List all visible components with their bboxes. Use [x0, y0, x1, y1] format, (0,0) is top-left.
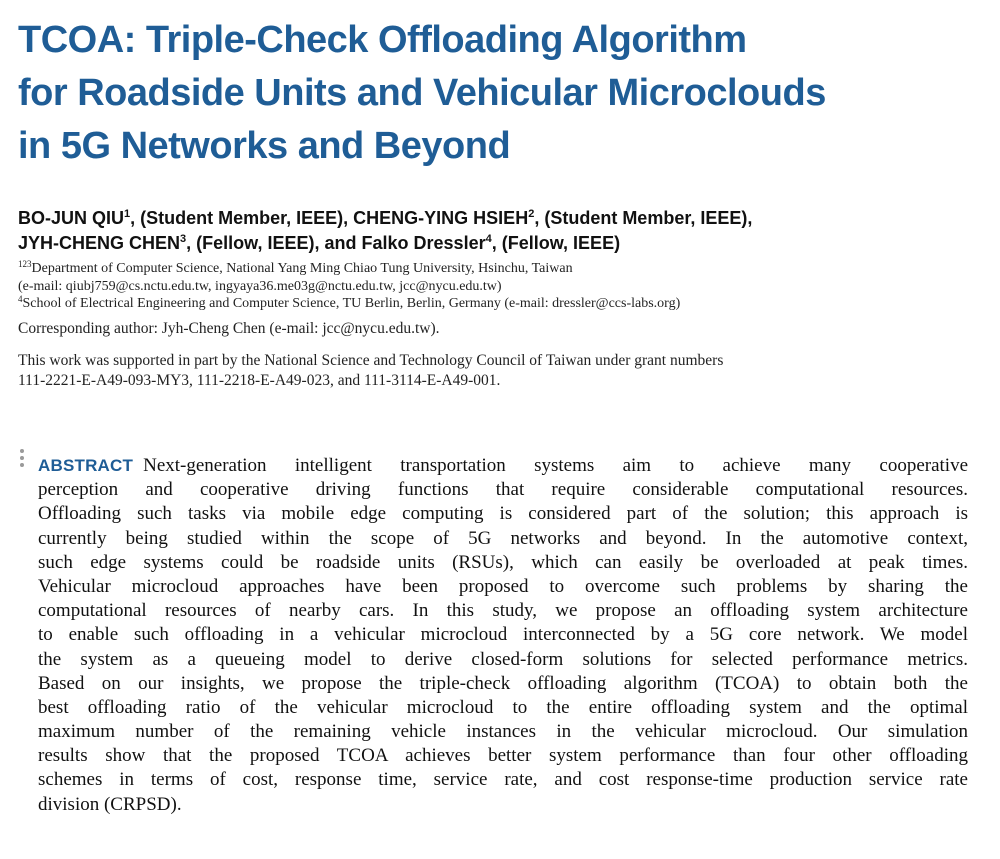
author-affil-sup: 4 [485, 233, 492, 245]
abstract-line: to enable such offloading in a vehicular microcloud interconnected by a 5G core network. We model [38, 624, 968, 646]
abstract-line: currently being studied within the scope of 5G networks and beyond. In the automotive context, [38, 527, 968, 549]
author-role: , (Fellow, IEEE), and [186, 233, 362, 253]
funding-line-1: This work was supported in part by the National Science and Technology Council of Taiwan under grant numbers [18, 352, 724, 369]
affiliation-text: Department of Computer Science, National Yang Ming Chiao Tung University, Hsinchu, Taiwan [31, 261, 573, 276]
corresponding-author: Corresponding author: Jyh-Cheng Chen (e-mail: jcc@nycu.edu.tw). [18, 320, 440, 337]
abstract-line: such edge systems could be roadside units (RSUs), which can easily be overloaded at peak times. [38, 551, 968, 573]
affiliation-1 [18, 261, 573, 277]
abstract-line: computational resources of nearby cars. In this study, we propose an offloading system architecture [38, 600, 968, 622]
author-name: CHENG-YING HSIEH [353, 208, 529, 228]
affiliation-sup: 123 [18, 259, 32, 269]
abstract-line: maximum number of the remaining vehicle instances in the vehicular microcloud. Our simulation [38, 721, 968, 743]
author-affil-sup: 2 [528, 208, 535, 220]
abstract-line: Based on our insights, we propose the triple-check offloading algorithm (TCOA) to obtain both the [38, 672, 968, 694]
abstract-line: Offloading such tasks via mobile edge computing is considered part of the solution; this approach is [38, 503, 968, 525]
author-role: , (Fellow, IEEE) [491, 233, 621, 253]
affiliation-text: School of Electrical Engineering and Computer Science, TU Berlin, Berlin, Germany (e-mail: dressler@ccs-labs.org) [22, 296, 681, 311]
title-line-2: for Roadside Units and Vehicular Microclouds [18, 72, 826, 114]
author-role: , (Student Member, IEEE), [130, 208, 354, 228]
author-name: BO-JUN QIU [18, 208, 125, 228]
author-list [18, 206, 988, 256]
abstract-line: best offloading ratio of the vehicular microcloud to the entire offloading system and the optimal [38, 696, 968, 718]
title-line-1: TCOA: Triple-Check Offloading Algorithm [18, 19, 747, 61]
vertical-ellipsis-icon[interactable] [19, 449, 25, 471]
author-role: , (Student Member, IEEE), [534, 208, 753, 228]
author-line-2 [18, 231, 988, 256]
abstract-line: results show that the proposed TCOA achieves better system performance than four other offloading [38, 745, 968, 767]
author-name: Falko Dressler [361, 233, 486, 253]
author-affil-sup: 1 [124, 208, 131, 220]
author-name: JYH-CHENG CHEN [18, 233, 181, 253]
author-affil-sup: 3 [180, 233, 187, 245]
funding-line-2: 111-2221-E-A49-093-MY3, 111-2218-E-A49-023, and 111-3114-E-A49-001. [18, 372, 501, 389]
paper-title [18, 14, 978, 173]
title-line-3: in 5G Networks and Beyond [18, 125, 511, 167]
abstract-line: Vehicular microcloud approaches have been proposed to overcome such problems by sharing the [38, 575, 968, 597]
abstract-line: the system as a queueing model to derive closed-form solutions for selected performance metrics. [38, 648, 968, 670]
abstract-line: ABSTRACT Next-generation intelligent transportation systems aim to achieve many cooperative [38, 455, 968, 476]
affiliation-sup: 4 [18, 294, 23, 304]
abstract-label: ABSTRACT [38, 456, 134, 475]
abstract-line: schemes in terms of cost, response time, service rate, and cost response-time production service rate [38, 769, 968, 791]
affiliation-2 [18, 296, 680, 312]
abstract-line: perception and cooperative driving functions that require considerable computational resources. [38, 479, 968, 501]
abstract-line: division (CRPSD). [38, 793, 182, 815]
abstract-block [38, 454, 968, 817]
author-line-1 [18, 206, 988, 231]
affiliation-1-email: (e-mail: qiubj759@cs.nctu.edu.tw, ingyaya36.me03g@nctu.edu.tw, jcc@nycu.edu.tw) [18, 279, 502, 294]
